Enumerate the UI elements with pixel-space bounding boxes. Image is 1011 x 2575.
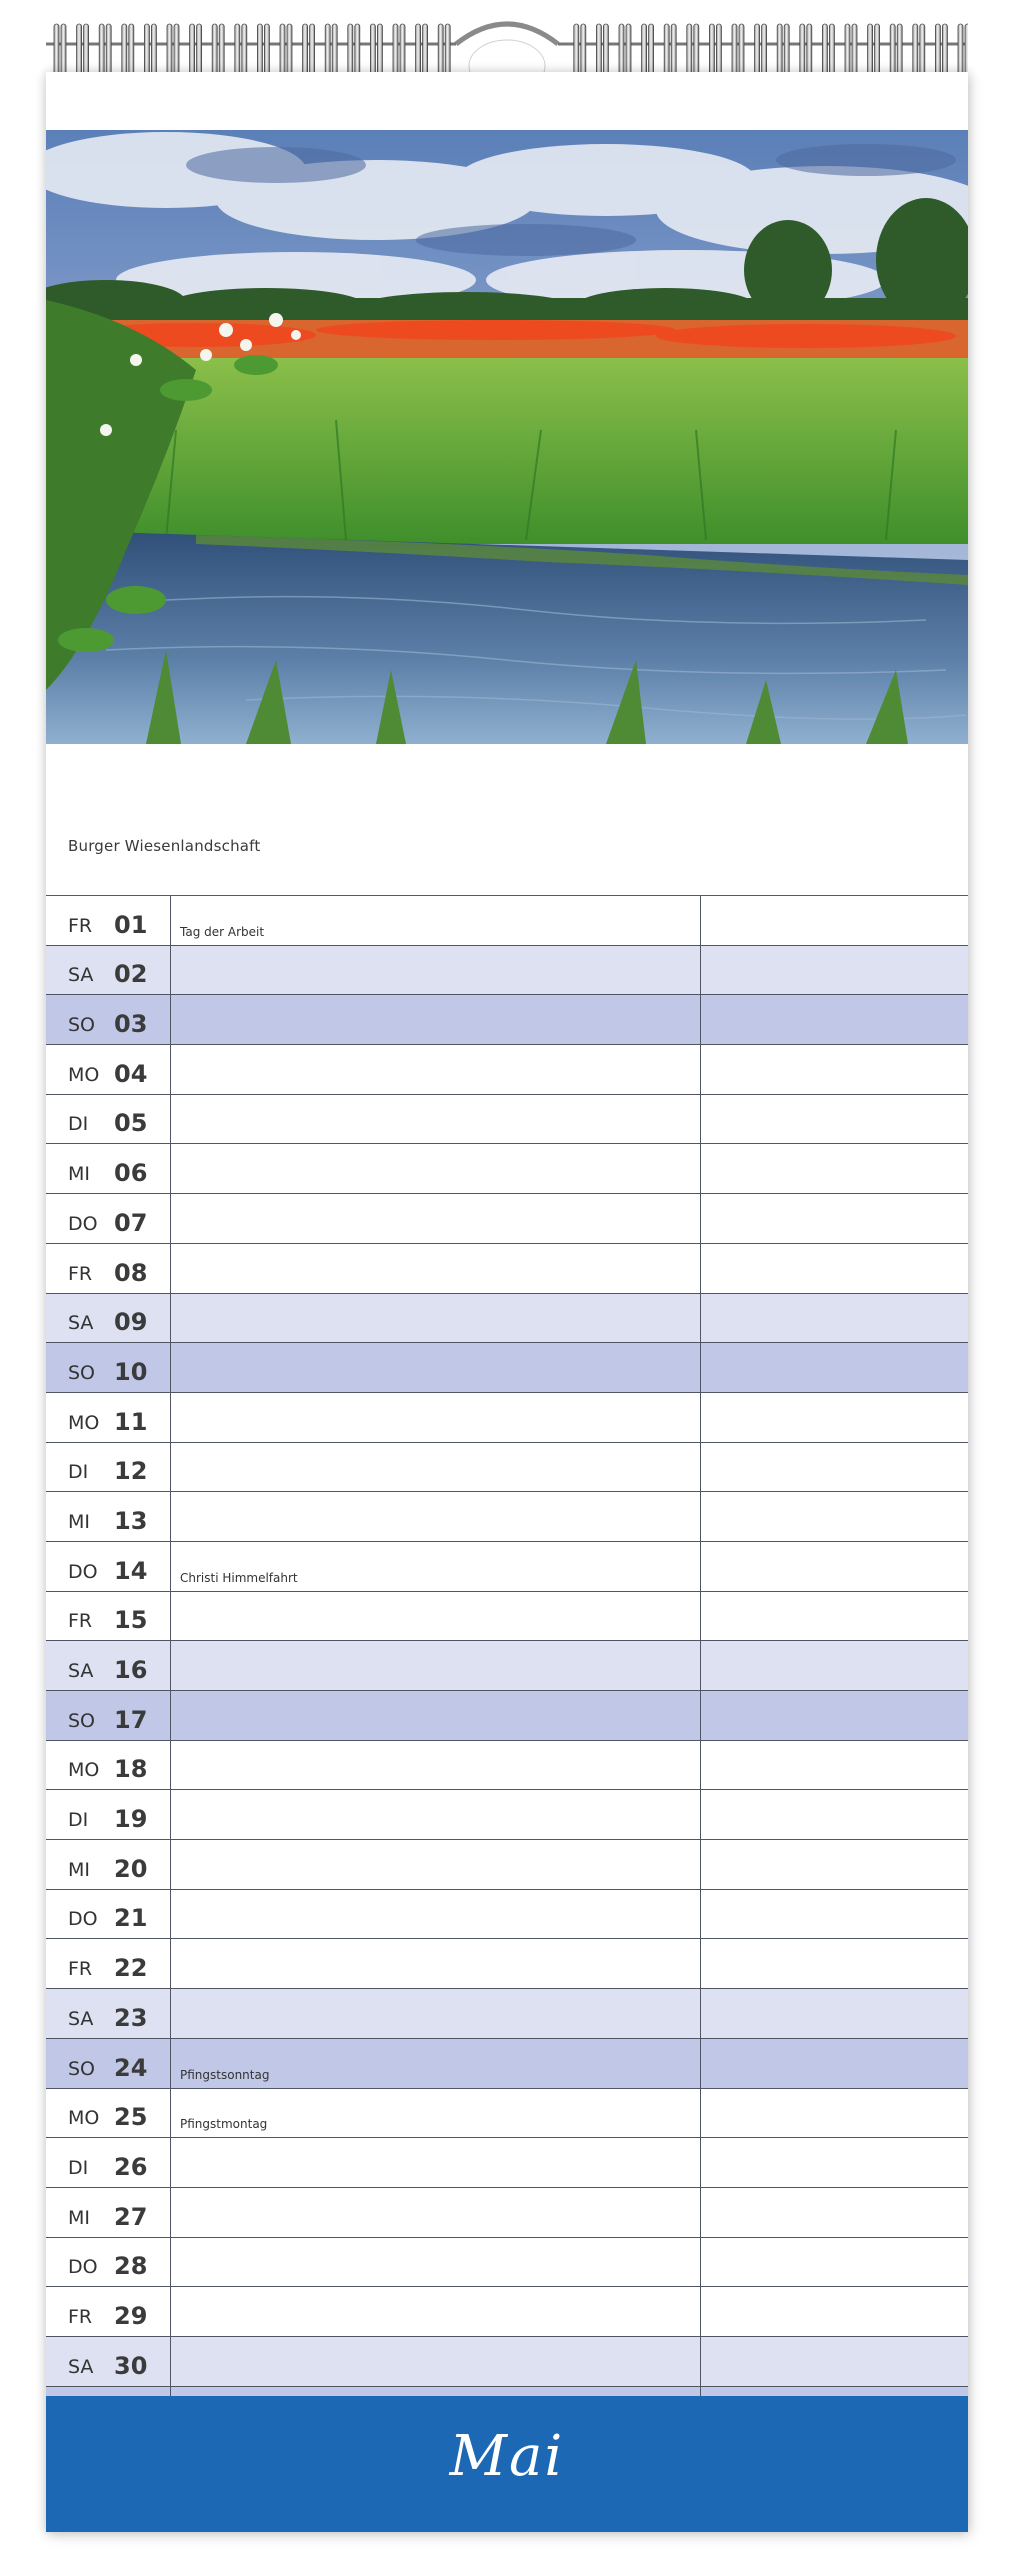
day-row xyxy=(46,1294,968,1344)
column-divider xyxy=(170,1343,171,1392)
weekday-label: DO xyxy=(68,1560,98,1583)
day-row xyxy=(46,1989,968,2039)
day-row xyxy=(46,1443,968,1493)
day-number: 11 xyxy=(114,1407,148,1436)
column-divider xyxy=(700,2138,701,2187)
day-number: 08 xyxy=(114,1258,148,1287)
day-number: 06 xyxy=(114,1159,148,1188)
day-number: 14 xyxy=(114,1556,148,1585)
column-divider xyxy=(700,2337,701,2386)
column-divider xyxy=(700,1095,701,1144)
weekday-label: DI xyxy=(68,1461,89,1484)
weekday-label: DO xyxy=(68,1908,98,1931)
day-row xyxy=(46,2138,968,2188)
column-divider xyxy=(700,1343,701,1392)
weekday-label: SO xyxy=(68,1361,96,1384)
weekday-label: MO xyxy=(68,1411,100,1434)
column-divider xyxy=(700,2039,701,2088)
weekday-label: SA xyxy=(68,1312,94,1335)
column-divider xyxy=(170,1890,171,1939)
pond-water xyxy=(46,530,968,744)
column-divider xyxy=(170,946,171,995)
day-number: 17 xyxy=(114,1705,148,1734)
day-row xyxy=(46,2287,968,2337)
column-divider xyxy=(170,1443,171,1492)
weekday-label: SA xyxy=(68,964,94,987)
holiday-note: Tag der Arbeit xyxy=(180,924,265,939)
column-divider xyxy=(170,2188,171,2237)
day-number: 15 xyxy=(114,1606,148,1635)
day-number: 27 xyxy=(114,2202,148,2231)
column-divider xyxy=(170,1045,171,1094)
column-divider xyxy=(170,2039,171,2088)
column-divider xyxy=(700,1890,701,1939)
weekday-label: DO xyxy=(68,2256,98,2279)
photo-caption: Burger Wiesenlandschaft xyxy=(68,837,261,855)
day-number: 22 xyxy=(114,1954,148,1983)
column-divider xyxy=(700,946,701,995)
day-row xyxy=(46,1095,968,1145)
column-divider xyxy=(700,1542,701,1591)
day-row xyxy=(46,946,968,996)
day-number: 21 xyxy=(114,1904,148,1933)
day-row xyxy=(46,2337,968,2387)
day-table xyxy=(46,895,968,2436)
day-number: 24 xyxy=(114,2053,148,2082)
weekday-label: SA xyxy=(68,1660,94,1682)
weekday-label: MO xyxy=(68,2107,100,2130)
weekday-label: DI xyxy=(68,2156,89,2179)
day-row xyxy=(46,1492,968,1542)
column-divider xyxy=(170,1741,171,1790)
column-divider xyxy=(700,1045,701,1094)
column-divider xyxy=(700,896,701,945)
column-divider xyxy=(170,2337,171,2386)
weekday-label: FR xyxy=(68,1262,93,1285)
weekday-label: MI xyxy=(68,1858,90,1881)
column-divider xyxy=(170,1790,171,1839)
weekday-label: MO xyxy=(68,1063,100,1086)
day-number: 05 xyxy=(114,1109,148,1138)
day-row xyxy=(46,2188,968,2238)
weekday-label: SA xyxy=(68,2007,94,2030)
column-divider xyxy=(170,1542,171,1591)
holiday-note: Pfingstsonntag xyxy=(180,2067,270,2082)
column-divider xyxy=(170,995,171,1044)
day-number: 09 xyxy=(114,1308,148,1337)
landscape-photo xyxy=(46,130,968,744)
day-number: 02 xyxy=(114,960,148,989)
day-row xyxy=(46,1691,968,1741)
column-divider xyxy=(170,2089,171,2138)
weekday-label: SO xyxy=(68,1709,96,1732)
column-divider xyxy=(170,1592,171,1641)
day-row xyxy=(46,1194,968,1244)
day-number: 12 xyxy=(114,1457,148,1486)
day-number: 19 xyxy=(114,1805,148,1834)
weekday-label: SO xyxy=(68,1014,96,1037)
column-divider xyxy=(170,1691,171,1740)
weekday-label: DI xyxy=(68,1809,89,1832)
column-divider xyxy=(700,1939,701,1988)
column-divider xyxy=(700,1840,701,1889)
day-number: 20 xyxy=(114,1854,148,1883)
day-number: 28 xyxy=(114,2252,148,2281)
column-divider xyxy=(700,2287,701,2336)
weekday-label: FR xyxy=(68,1610,93,1633)
day-number: 25 xyxy=(114,2103,148,2132)
day-row xyxy=(46,995,968,1045)
day-number: 04 xyxy=(114,1059,148,1088)
column-divider xyxy=(170,2287,171,2336)
column-divider xyxy=(170,1294,171,1343)
column-divider xyxy=(170,1393,171,1442)
day-row xyxy=(46,1045,968,1095)
day-row xyxy=(46,1592,968,1642)
day-number: 13 xyxy=(114,1506,148,1535)
column-divider xyxy=(170,1840,171,1889)
weekday-label: MI xyxy=(68,1163,90,1186)
day-row xyxy=(46,1144,968,1194)
column-divider xyxy=(700,1194,701,1243)
day-row xyxy=(46,1840,968,1890)
day-number: 10 xyxy=(114,1357,148,1386)
day-number: 29 xyxy=(114,2301,148,2330)
column-divider xyxy=(700,1443,701,1492)
column-divider xyxy=(700,1741,701,1790)
weekday-label: FR xyxy=(68,2305,93,2328)
column-divider xyxy=(170,2238,171,2287)
day-row xyxy=(46,2238,968,2288)
column-divider xyxy=(170,1939,171,1988)
column-divider xyxy=(700,1592,701,1641)
day-number: 03 xyxy=(114,1010,148,1039)
holiday-note: Pfingstmontag xyxy=(180,2117,268,2132)
month-title: Mai xyxy=(449,2424,565,2489)
column-divider xyxy=(170,1144,171,1193)
column-divider xyxy=(700,1641,701,1690)
column-divider xyxy=(170,1492,171,1541)
weekday-label: FR xyxy=(68,1958,93,1981)
column-divider xyxy=(170,1095,171,1144)
column-divider xyxy=(700,2089,701,2138)
column-divider xyxy=(700,1144,701,1193)
column-divider xyxy=(700,1989,701,2038)
column-divider xyxy=(170,1244,171,1293)
day-row xyxy=(46,1790,968,1840)
weekday-label: MO xyxy=(68,1759,100,1782)
day-number: 30 xyxy=(114,2351,148,2380)
day-number: 01 xyxy=(114,910,148,939)
column-divider xyxy=(700,1244,701,1293)
weekday-label: MI xyxy=(68,2206,90,2229)
column-divider xyxy=(170,1194,171,1243)
column-divider xyxy=(170,1989,171,2038)
weekday-label: MI xyxy=(68,1510,90,1533)
landscape-illustration xyxy=(46,130,968,744)
day-row xyxy=(46,2089,968,2139)
day-row xyxy=(46,1343,968,1393)
column-divider xyxy=(170,896,171,945)
column-divider xyxy=(170,2138,171,2187)
weekday-label: DO xyxy=(68,1212,98,1235)
calendar-page xyxy=(46,72,968,2532)
day-number: 16 xyxy=(114,1656,148,1684)
weekday-label: FR xyxy=(68,914,93,937)
day-row xyxy=(46,1641,968,1691)
day-row xyxy=(46,1244,968,1294)
column-divider xyxy=(170,1641,171,1690)
day-number: 23 xyxy=(114,2003,148,2032)
column-divider xyxy=(700,1294,701,1343)
column-divider xyxy=(700,1691,701,1740)
column-divider xyxy=(700,2188,701,2237)
day-row xyxy=(46,1542,968,1592)
day-row xyxy=(46,1939,968,1989)
day-row xyxy=(46,1393,968,1443)
month-footer xyxy=(46,2396,968,2532)
day-number: 26 xyxy=(114,2152,148,2181)
weekday-label: DI xyxy=(68,1113,89,1136)
column-divider xyxy=(700,1393,701,1442)
day-row xyxy=(46,1741,968,1791)
day-row xyxy=(46,1890,968,1940)
weekday-label: SO xyxy=(68,2057,96,2080)
column-divider xyxy=(700,2238,701,2287)
column-divider xyxy=(700,1492,701,1541)
day-row xyxy=(46,2039,968,2089)
day-row xyxy=(46,896,968,946)
holiday-note: Christi Himmelfahrt xyxy=(180,1570,298,1585)
day-number: 07 xyxy=(114,1208,148,1237)
day-number: 18 xyxy=(114,1755,148,1784)
column-divider xyxy=(700,995,701,1044)
weekday-label: SA xyxy=(68,2355,94,2378)
column-divider xyxy=(700,1790,701,1839)
